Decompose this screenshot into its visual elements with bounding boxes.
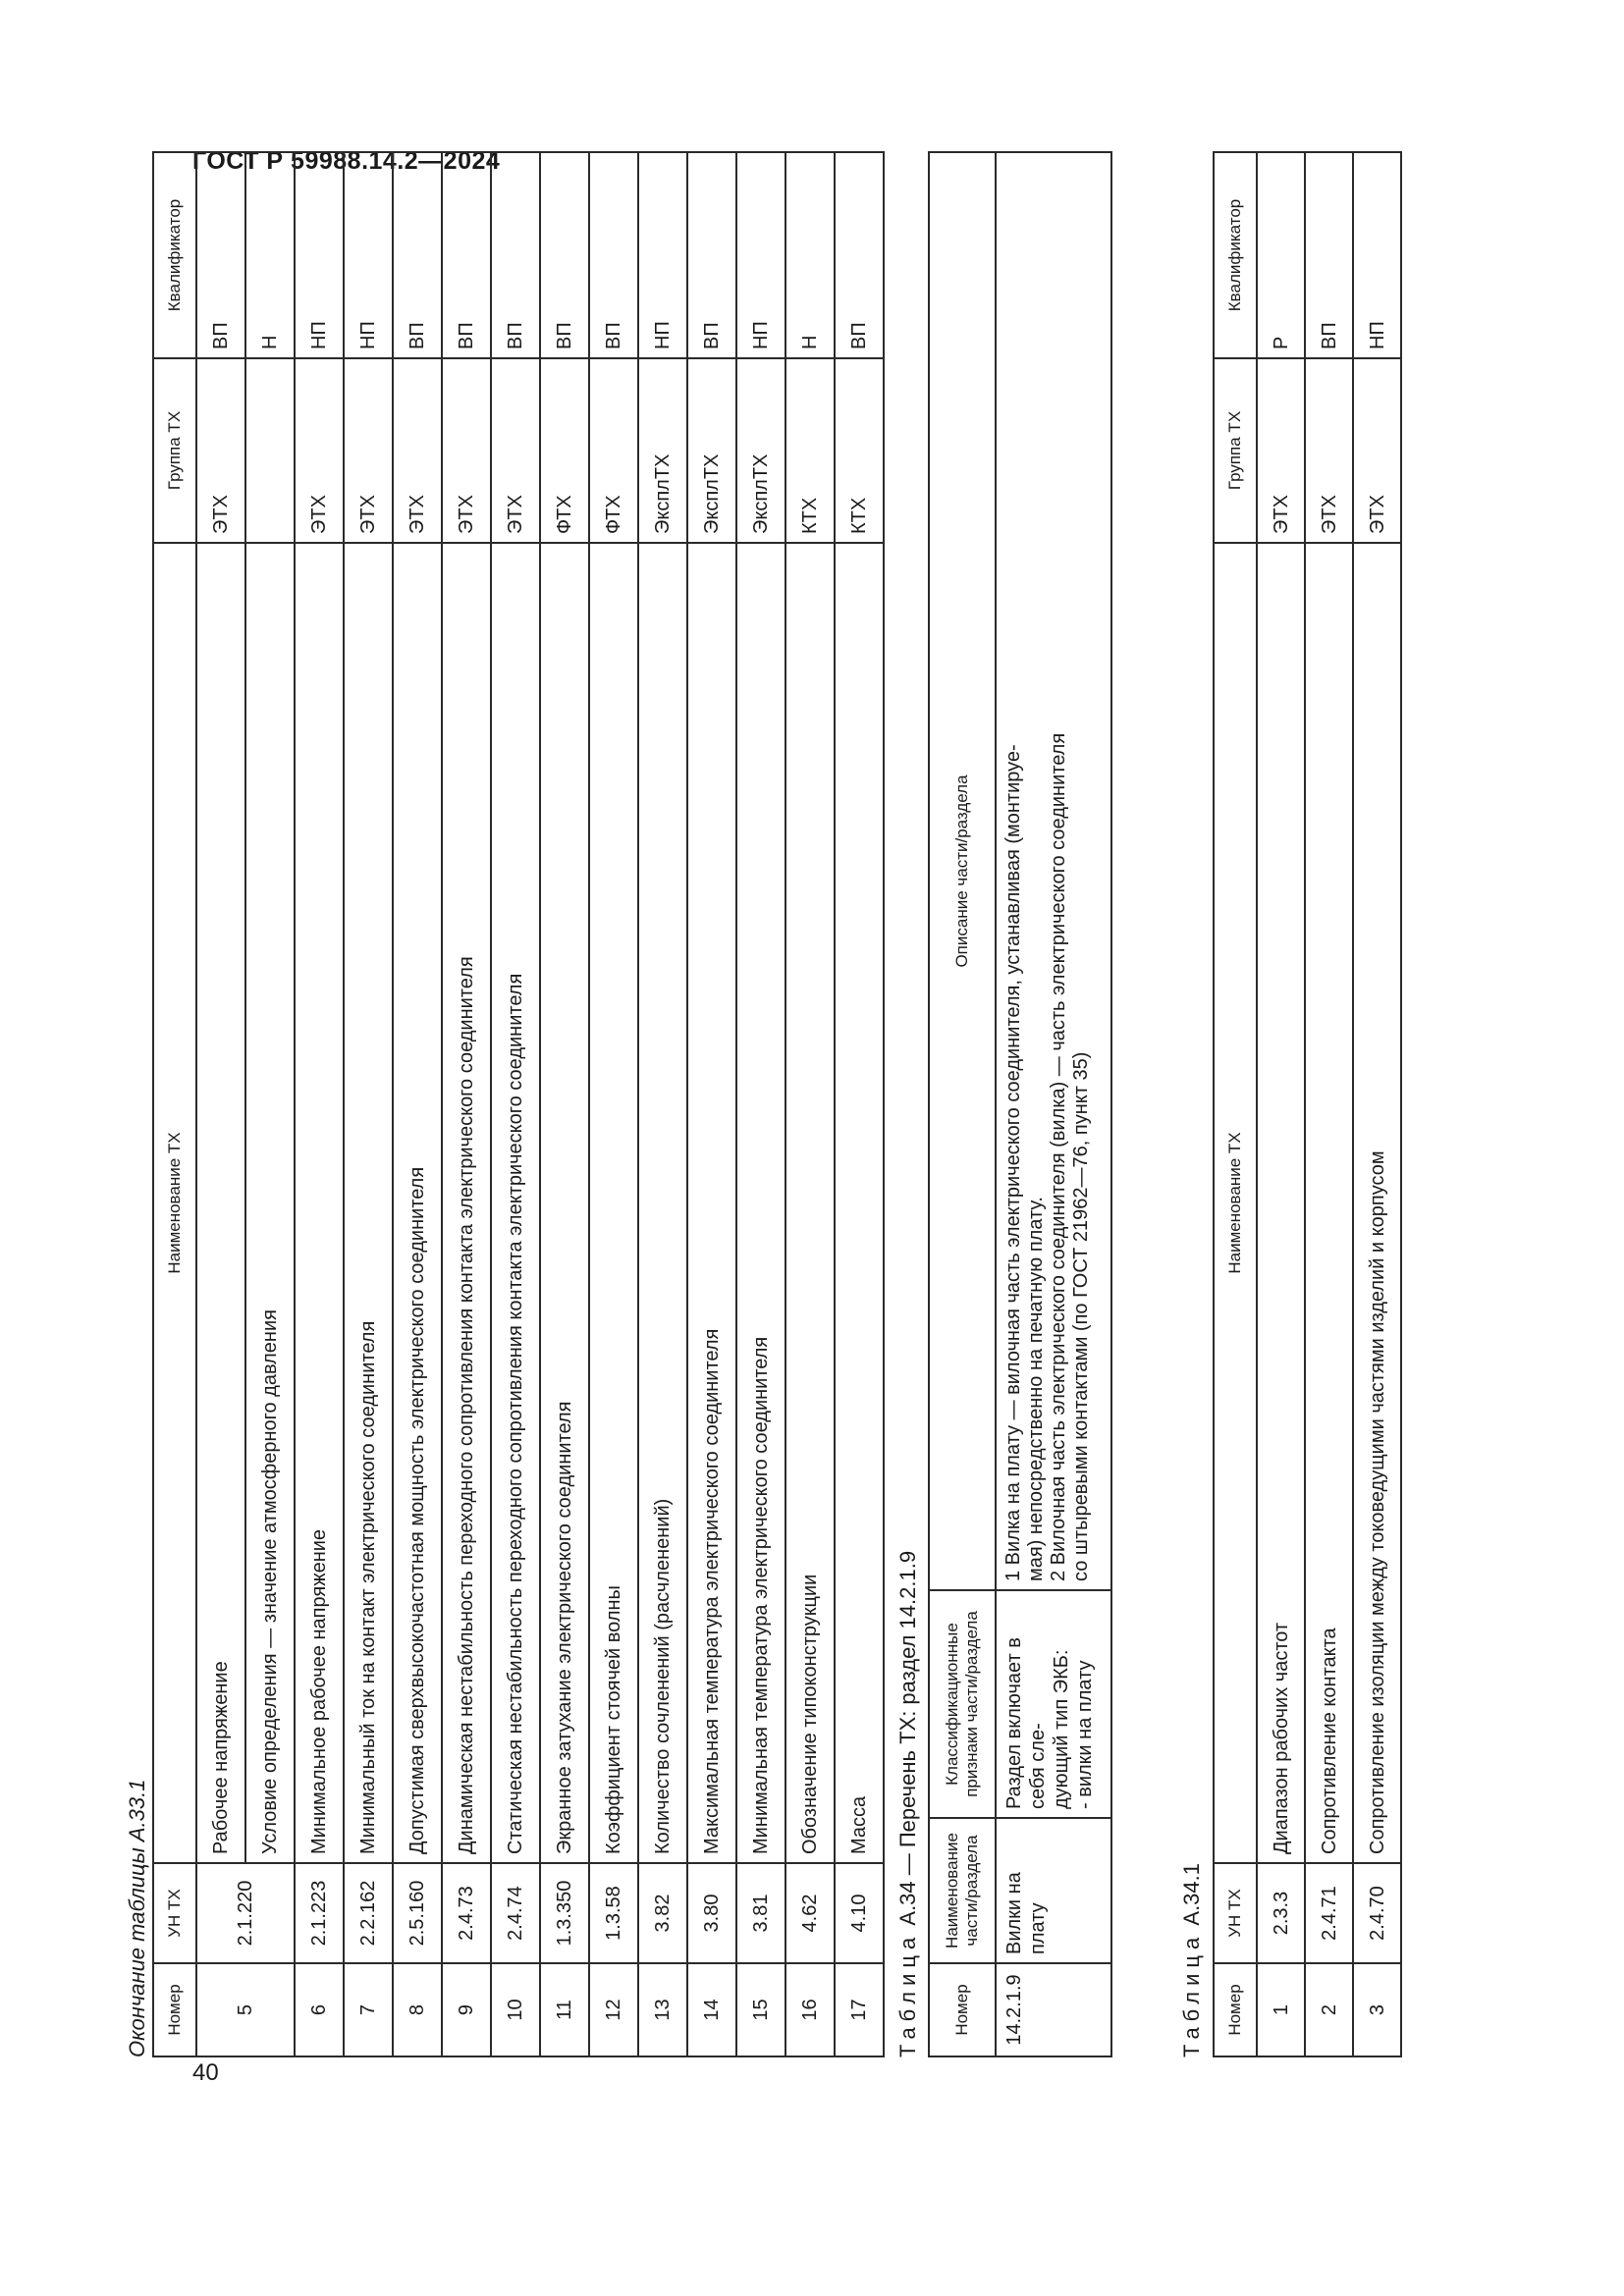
row-qualifier: ВП [589, 152, 638, 358]
table-a34-caption-text: А.34 — Перечень ТХ: раздел 14.2.1.9 [895, 1550, 920, 1926]
row-code: 3.81 [736, 1863, 785, 1963]
row-group: ЭТХ [393, 358, 442, 543]
row-group: ФТХ [589, 358, 638, 543]
row-name: Масса [835, 543, 884, 1863]
row-code: 3.82 [638, 1863, 687, 1963]
row-name: Сопротивление контакта [1305, 543, 1353, 1863]
table-row [442, 152, 491, 2056]
row-name: Экранное затухание электрического соединителя [540, 543, 589, 1863]
table-row [540, 152, 589, 2056]
table-a34-caption [895, 1551, 921, 2057]
row-number: 1 [1257, 1963, 1305, 2056]
row-code: 2.3.3 [1257, 1863, 1305, 1963]
row-number: 11 [540, 1963, 589, 2056]
row-group: ЭТХ [1305, 358, 1353, 543]
row-qualifier: ВП [196, 152, 245, 358]
row-group: ЭТХ [1353, 358, 1401, 543]
table-row [491, 152, 540, 2056]
row-number: 3 [1353, 1963, 1401, 2056]
col-header-name: Наименование ТХ [1214, 543, 1257, 1863]
table-row [1353, 152, 1401, 2056]
description-line: 1 Вилка на плату — вилочная часть электрического соединителя, устанавливая (монтируе- [1002, 744, 1024, 1581]
description-line: мая) непосредственно на печатную плату. [1025, 1197, 1047, 1581]
row-number: 9 [442, 1963, 491, 2056]
row-name: Обозначение типоконструкции [785, 543, 835, 1863]
col-header-number: Номер [929, 1963, 996, 2056]
class-line: - вилки на плату [1074, 1660, 1096, 1809]
row-qualifier: НП [344, 152, 393, 358]
row-group: ЭТХ [1257, 358, 1305, 543]
col-header-qualifier: Квалификатор [153, 152, 196, 358]
row-name: Минимальный ток на контакт электрического соединителя [344, 543, 393, 1863]
table-row [996, 152, 1111, 2056]
table-a34-1-caption [1179, 1863, 1205, 2057]
col-header-number: Номер [153, 1963, 196, 2056]
row-qualifier: НП [638, 152, 687, 358]
row-number: 14 [687, 1963, 736, 2056]
table-row [835, 152, 884, 2056]
table-a34-1-caption-prefix: Таблица [1179, 1931, 1204, 2057]
row-group [245, 358, 295, 543]
col-header-group: Группа ТХ [153, 358, 196, 543]
rotated-content [125, 135, 1488, 2118]
row-number: 15 [736, 1963, 785, 2056]
row-qualifier: НП [295, 152, 344, 358]
row-group: КТХ [835, 358, 884, 543]
row-name: Динамическая нестабильность переходного сопротивления контакта электрического соединителя [442, 543, 491, 1863]
row-qualifier: ВП [540, 152, 589, 358]
row-number: 10 [491, 1963, 540, 2056]
row-code: 2.2.162 [344, 1863, 393, 1963]
row-group: ЭксплТХ [736, 358, 785, 543]
row-group: ЭТХ [442, 358, 491, 543]
row-code: 1.3.58 [589, 1863, 638, 1963]
row-code: 2.1.223 [295, 1863, 344, 1963]
table-row [589, 152, 638, 2056]
row-code: 3.80 [687, 1863, 736, 1963]
col-header-group: Группа ТХ [1214, 358, 1257, 543]
row-qualifier: ВП [835, 152, 884, 358]
col-header-class: Классификационные признаки части/раздела [929, 1590, 996, 1818]
table-a34-1-caption-text: А.34.1 [1179, 1863, 1204, 1926]
row-qualifier: Н [245, 152, 295, 358]
row-name: Минимальное рабочее напряжение [295, 543, 344, 1863]
col-header-part-name: Наименование части/раздела [929, 1818, 996, 1963]
col-header-qualifier: Квалификатор [1214, 152, 1257, 358]
col-header-description: Описание части/раздела [929, 152, 996, 1590]
row-group: ЭТХ [295, 358, 344, 543]
row-qualifier: Р [1257, 152, 1305, 358]
row-code: 2.4.70 [1353, 1863, 1401, 1963]
row-number: 7 [344, 1963, 393, 2056]
table-a33-1-caption: Окончание таблицы А.33.1 [125, 1779, 149, 2057]
row-qualifier: Н [785, 152, 835, 358]
row-code: 4.62 [785, 1863, 835, 1963]
row-number: 6 [295, 1963, 344, 2056]
row-code: 2.4.71 [1305, 1863, 1353, 1963]
row-name: Максимальная температура электрического соединителя [687, 543, 736, 1863]
row-number: 5 [196, 1963, 295, 2056]
table-a34-1 [1213, 151, 1402, 2057]
document-header: ГОСТ Р 59988.14.2—2024 [192, 147, 501, 175]
page-number: 40 [192, 2059, 219, 2086]
row-name: Рабочее напряжение [196, 543, 245, 1863]
row-number: 13 [638, 1963, 687, 2056]
col-header-name: Наименование ТХ [153, 543, 196, 1863]
col-header-number: Номер [1214, 1963, 1257, 2056]
table-a34 [928, 151, 1112, 2057]
col-header-code: УН ТХ [1214, 1863, 1257, 1963]
row-group: ЭксплТХ [687, 358, 736, 543]
table-row [1305, 152, 1353, 2056]
description-line: 2 Вилочная часть электрического соединителя (вилка) — часть электрического соединителя [1048, 732, 1069, 1581]
table-a34-caption-prefix: Таблица [895, 1931, 920, 2057]
row-name: Количество сочленений (расчленений) [638, 543, 687, 1863]
class-line: Раздел включает в себя сле- [1003, 1637, 1049, 1809]
row-qualifier: ВП [491, 152, 540, 358]
row-qualifier: ВП [687, 152, 736, 358]
row-name: Сопротивление изоляции между токоведущими частями изделий и корпусом [1353, 543, 1401, 1863]
row-group: ФТХ [540, 358, 589, 543]
row-number: 14.2.1.9 [996, 1963, 1111, 2056]
row-description [996, 152, 1111, 1590]
row-group: КТХ [785, 358, 835, 543]
table-row [638, 152, 687, 2056]
row-code: 2.4.73 [442, 1863, 491, 1963]
row-group: ЭТХ [196, 358, 245, 543]
row-name: Коэффициент стоячей волны [589, 543, 638, 1863]
row-code: 2.5.160 [393, 1863, 442, 1963]
row-class [996, 1590, 1111, 1818]
row-qualifier: ВП [1305, 152, 1353, 358]
row-number: 17 [835, 1963, 884, 2056]
row-code: 2.4.74 [491, 1863, 540, 1963]
table-row [785, 152, 835, 2056]
row-group: ЭТХ [344, 358, 393, 543]
table-row [295, 152, 344, 2056]
description-line: со штыревыми контактами (по ГОСТ 21962—76, пункт 35) [1070, 1051, 1092, 1581]
row-name: Диапазон рабочих частот [1257, 543, 1305, 1863]
table-row [1257, 152, 1305, 2056]
row-qualifier: НП [1353, 152, 1401, 358]
table-a33-1 [152, 151, 885, 2057]
col-header-code: УН ТХ [153, 1863, 196, 1963]
row-name: Статическая нестабильность переходного сопротивления контакта электрического соединителя [491, 543, 540, 1863]
table-row [196, 152, 245, 2056]
row-code: 2.1.220 [196, 1863, 295, 1963]
row-number: 2 [1305, 1963, 1353, 2056]
row-qualifier: ВП [442, 152, 491, 358]
row-code: 1.3.350 [540, 1863, 589, 1963]
table-row [344, 152, 393, 2056]
table-row [736, 152, 785, 2056]
class-line: дующий тип ЭКБ: [1051, 1649, 1072, 1809]
row-code: 4.10 [835, 1863, 884, 1963]
row-group: ЭксплТХ [638, 358, 687, 543]
row-name: Минимальная температура электрического соединителя [736, 543, 785, 1863]
table-row [393, 152, 442, 2056]
row-number: 12 [589, 1963, 638, 2056]
row-qualifier: НП [736, 152, 785, 358]
row-name: Допустимая сверхвысокочастотная мощность электрического соединителя [393, 543, 442, 1863]
row-group: ЭТХ [491, 358, 540, 543]
row-part-name: Вилки на плату [996, 1818, 1111, 1963]
table-row [687, 152, 736, 2056]
row-number: 8 [393, 1963, 442, 2056]
row-number: 16 [785, 1963, 835, 2056]
row-name: Условие определения — значение атмосферного давления [245, 543, 295, 1863]
row-qualifier: ВП [393, 152, 442, 358]
table-row [245, 152, 295, 2056]
